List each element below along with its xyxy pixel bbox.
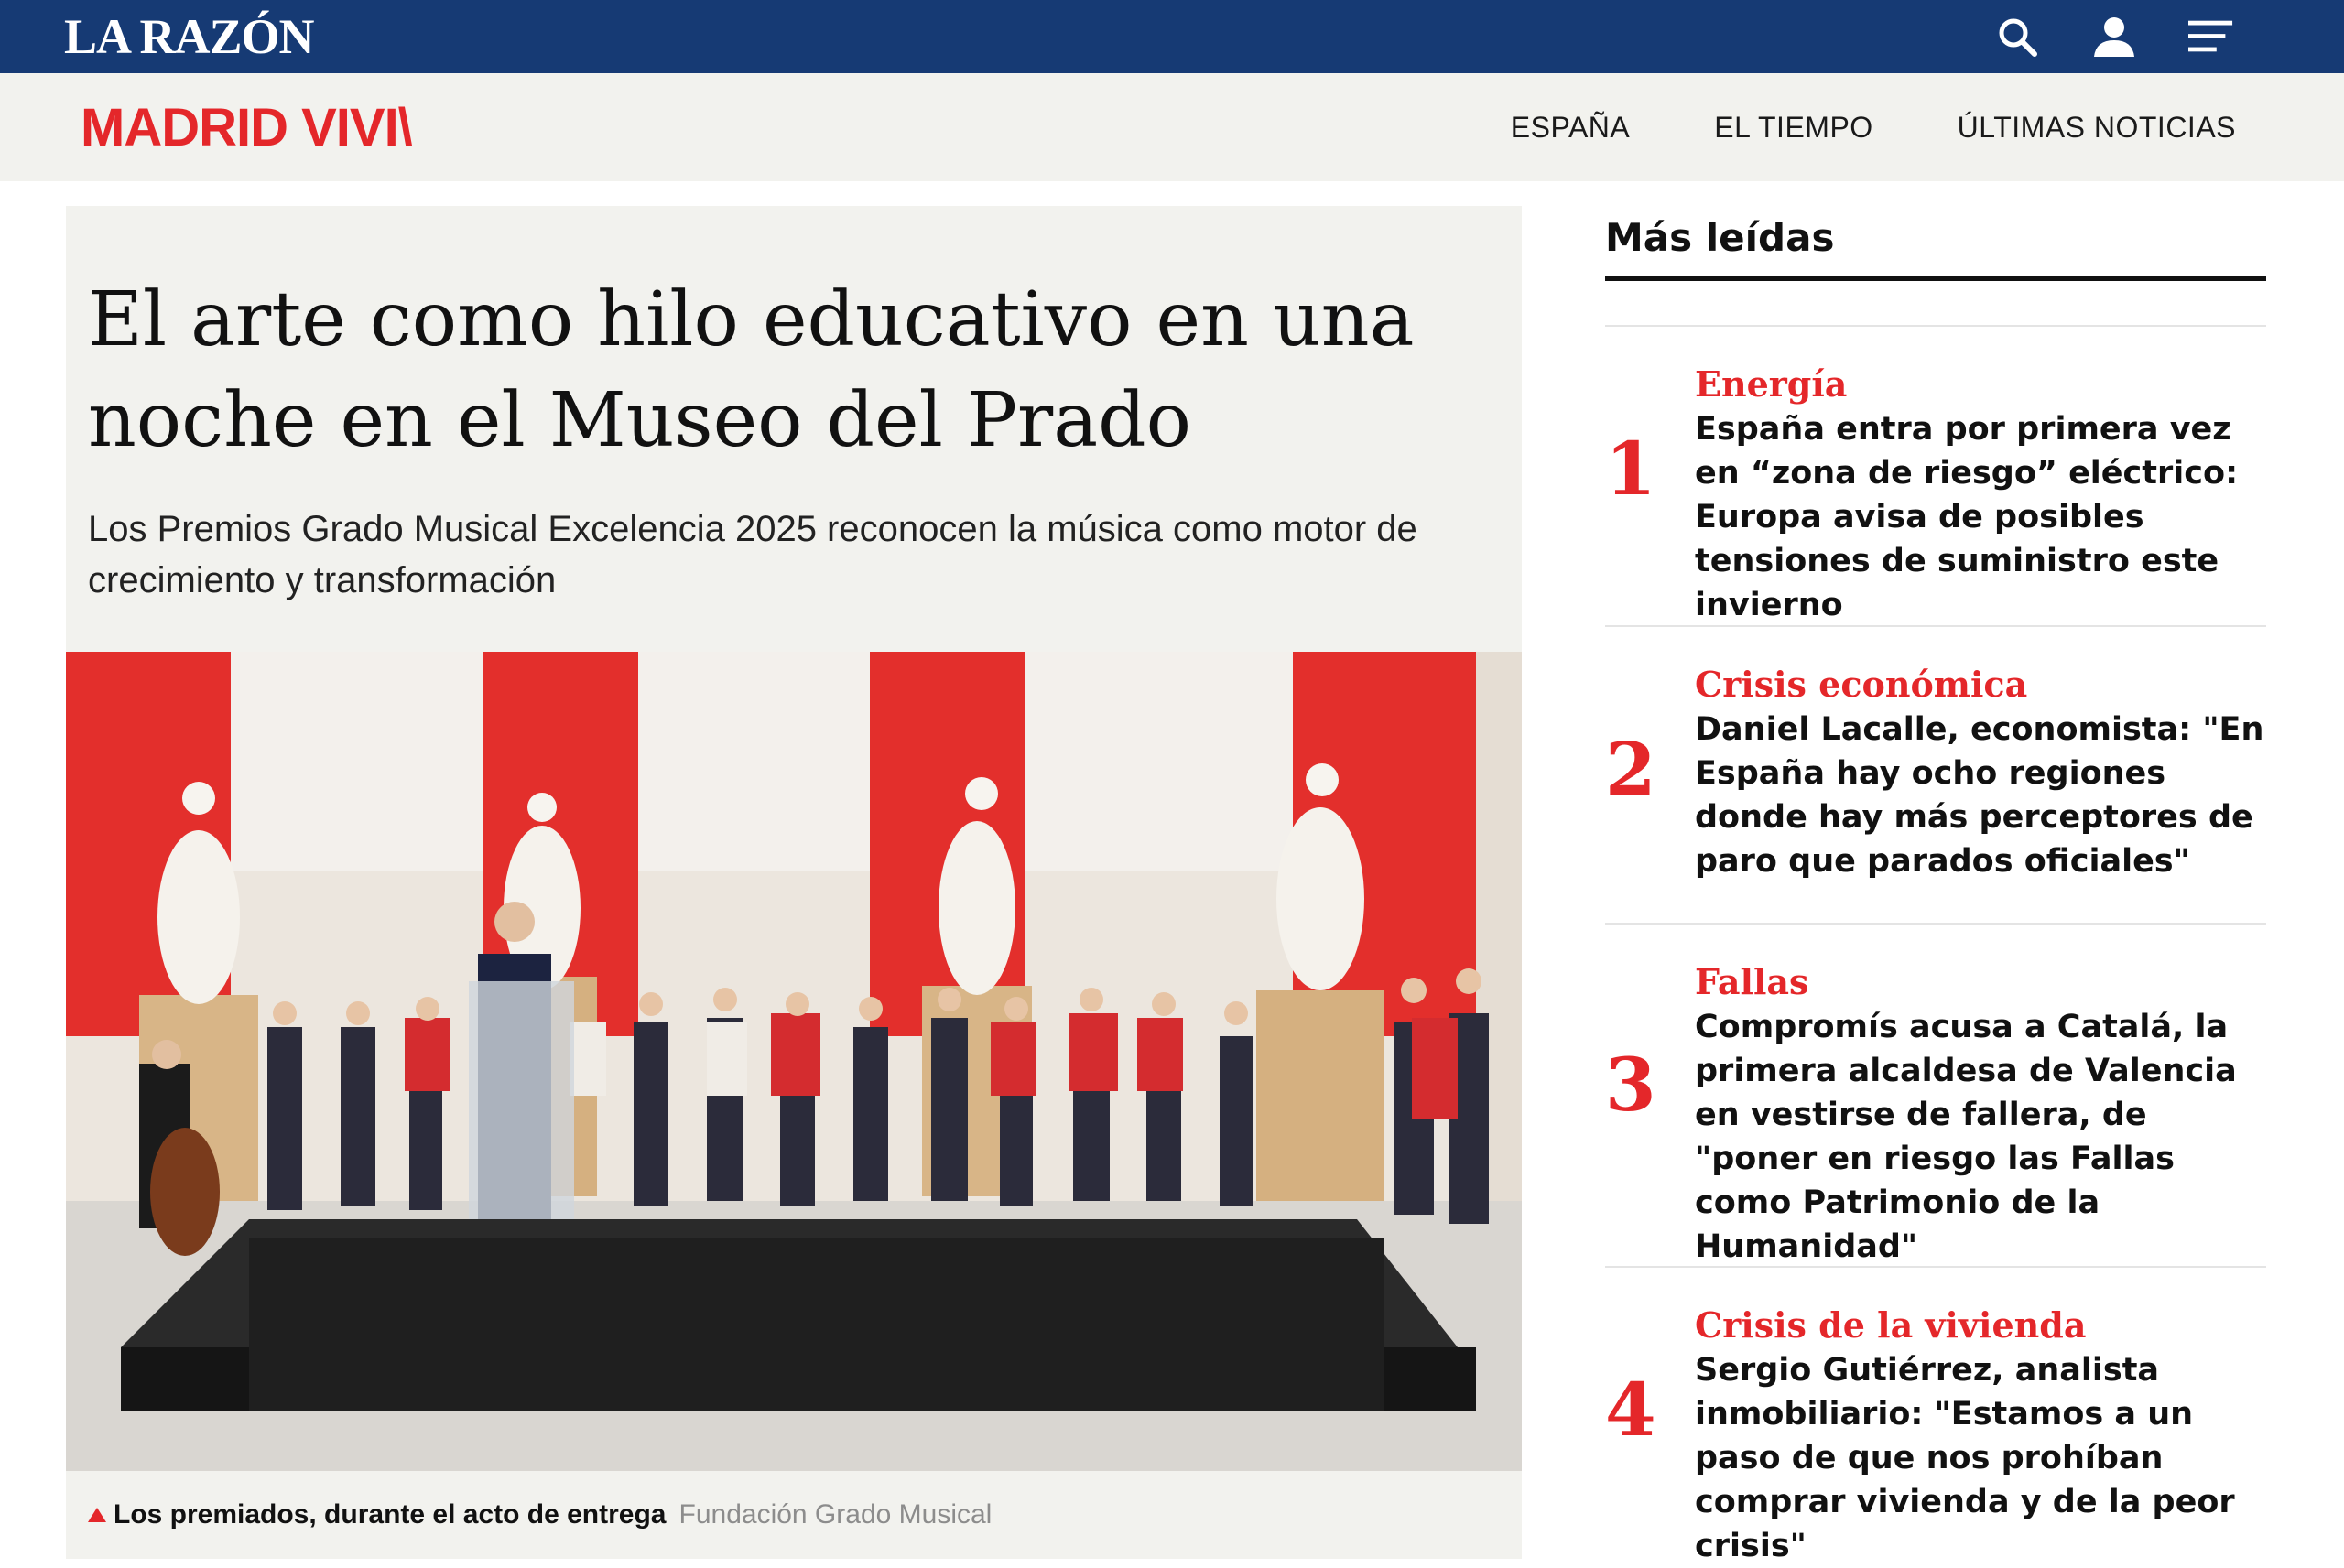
rank-number: 3 xyxy=(1605,1042,1656,1128)
article-headline[interactable]: El arte como hilo educativo en una noche en el Museo del Prado xyxy=(88,276,1415,464)
item-title[interactable]: España entra por primera vez en “zona de riesgo” eléctrico: Europa avisa de posibles tensiones de suministro este invierno xyxy=(1695,411,2239,623)
top-icons xyxy=(1994,0,2234,73)
section-bar xyxy=(0,73,2344,181)
photo-caption xyxy=(88,1497,992,1533)
user-icon[interactable] xyxy=(2091,14,2137,59)
site-logo[interactable]: LA RAZÓN xyxy=(64,9,314,64)
main-article xyxy=(66,206,1522,1559)
search-icon[interactable] xyxy=(1994,14,2040,59)
most-read-item[interactable] xyxy=(1605,325,2266,625)
menu-icon[interactable] xyxy=(2188,14,2234,59)
item-title[interactable]: Sergio Gutiérrez, analista inmobiliario: "Estamos a un paso de que nos prohíban comprar vivienda y de la peor crisis" xyxy=(1695,1352,2235,1564)
top-navigation-bar xyxy=(0,0,2344,73)
article-photo[interactable] xyxy=(66,652,1522,1471)
item-category[interactable]: Fallas xyxy=(1695,961,1809,1002)
section-logo[interactable]: MADRID VIVI\ xyxy=(81,98,412,157)
most-read-item[interactable] xyxy=(1605,625,2266,923)
item-category[interactable]: Crisis económica xyxy=(1695,664,2028,705)
nav-link-el-tiempo[interactable]: EL TIEMPO xyxy=(1714,110,1873,144)
section-nav xyxy=(1511,73,2236,181)
most-read-item[interactable] xyxy=(1605,923,2266,1266)
item-category[interactable]: Energía xyxy=(1695,363,1848,405)
caption-text: Los premiados, durante el acto de entrega xyxy=(114,1499,667,1530)
most-read-sidebar xyxy=(1605,206,2266,1564)
most-read-item[interactable] xyxy=(1605,1266,2266,1564)
photo-credit: Fundación Grado Musical xyxy=(678,1499,993,1530)
rank-number: 1 xyxy=(1605,426,1656,512)
caption-triangle-icon xyxy=(88,1508,106,1522)
rank-number: 4 xyxy=(1605,1367,1656,1453)
article-subheadline: Los Premios Grado Musical Excelencia 2025 reconocen la música como motor de crecimiento y transformación xyxy=(88,509,1417,600)
nav-link-ultimas-noticias[interactable]: ÚLTIMAS NOTICIAS xyxy=(1957,110,2236,144)
nav-link-espana[interactable]: ESPAÑA xyxy=(1510,110,1631,144)
rank-number: 2 xyxy=(1605,726,1656,812)
item-title[interactable]: Compromís acusa a Catalá, la primera alcaldesa de Valencia en vestirse de fallera, de "poner en riesgo las Fallas como Patrimonio de la Humanidad" xyxy=(1695,1009,2237,1265)
sidebar-title: Más leídas xyxy=(1605,206,2266,281)
item-category[interactable]: Crisis de la vivienda xyxy=(1695,1304,2087,1346)
item-title[interactable]: Daniel Lacalle, economista: "En España hay ocho regiones donde hay más perceptores de paro que parados oficiales" xyxy=(1695,711,2264,880)
